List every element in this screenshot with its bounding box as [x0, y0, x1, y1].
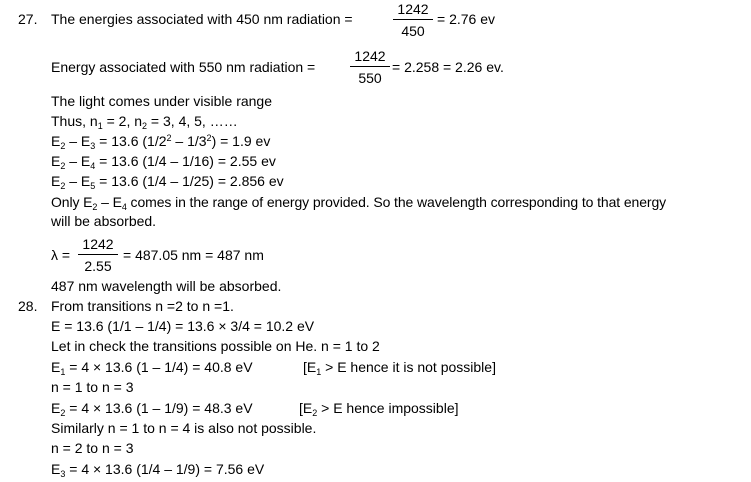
numerator: 1242 — [350, 48, 390, 67]
fraction-1242-over-550 — [350, 48, 390, 86]
q28-e2-note: [$E_2 > E$ hence impossible] — [299, 400, 459, 418]
numerator: 1242 — [78, 236, 118, 255]
q27-visible-range: The light comes under visible range — [51, 93, 273, 109]
q28-e3: $E_3 = 4 \times 13.6$ (1/4 – 1/9) = 7.56 eV — [51, 461, 265, 479]
q27-lambda-result: = 487.05 nm = 487 nm — [123, 247, 264, 263]
q28-transitions: From transitions n =2 to n =1. — [51, 298, 234, 314]
q27-quantum-numbers: Thus, $n_1 = 2$, $n_2 = 3$, 4, 5, …… — [51, 113, 238, 131]
q28-e1: $E_1 = 4 \times 13.6$ (1 – 1/4) = 40.8 eV — [51, 359, 253, 377]
numerator: 1242 — [393, 1, 433, 20]
question-number-28: 28. — [18, 298, 38, 314]
q28-similarly: Similarly n = 1 to n = 4 is also not possible. — [51, 420, 317, 436]
q27-e2-minus-e4: $E_2 - E_4 = 13.6$ (1/4 – 1/16) = 2.55 ev — [51, 153, 276, 171]
denominator: 550 — [358, 70, 382, 86]
q28-e2: $E_2 = 4 \times 13.6$ (1 – 1/9) = 48.3 eV — [51, 400, 253, 418]
q27-lambda-label: λ = — [51, 247, 71, 263]
denominator: 450 — [401, 23, 425, 39]
q27-result-450nm: = 2.76 ev — [437, 11, 495, 27]
q27-will-be-absorbed: will be absorbed. — [51, 213, 157, 229]
fraction-1242-over-2.55 — [78, 236, 118, 274]
q27-only-e2-e4: Only $E_2 - E_4$ comes in the range of energy provided. So the wavelength corresponding to that energy — [51, 194, 667, 212]
q27-line-450nm: The energies associated with 450 nm radiation = — [51, 11, 353, 27]
question-number-27: 27. — [18, 11, 38, 27]
denominator: 2.55 — [84, 258, 112, 274]
q28-e1-note: [$E_1 > E$ hence it is not possible] — [303, 359, 496, 377]
q28-energy-e: E = 13.6 (1/1 – 1/4) = 13.6 × 3/4 = 10.2 eV — [51, 318, 315, 334]
q27-e2-minus-e3: $E_2 - E_3 = 13.6$ $(1/2^2 - 1/3^2) = 1.9$ ev — [51, 133, 271, 151]
q27-line-550nm: Energy associated with 550 nm radiation = — [51, 59, 316, 75]
q28-n1-to-n3: n = 1 to n = 3 — [51, 379, 134, 395]
q27-result-550nm: = 2.258 = 2.26 ev. — [392, 59, 504, 75]
q28-n2-to-n3: n = 2 to n = 3 — [51, 440, 134, 456]
q27-conclusion: 487 nm wavelength will be absorbed. — [51, 278, 282, 294]
q27-e2-minus-e5: $E_2 - E_5 = 13.6$ (1/4 – 1/25) = 2.856 ev — [51, 173, 284, 191]
fraction-1242-over-450 — [393, 1, 433, 39]
q28-check-transitions: Let in check the transitions possible on He. n = 1 to 2 — [51, 338, 380, 354]
